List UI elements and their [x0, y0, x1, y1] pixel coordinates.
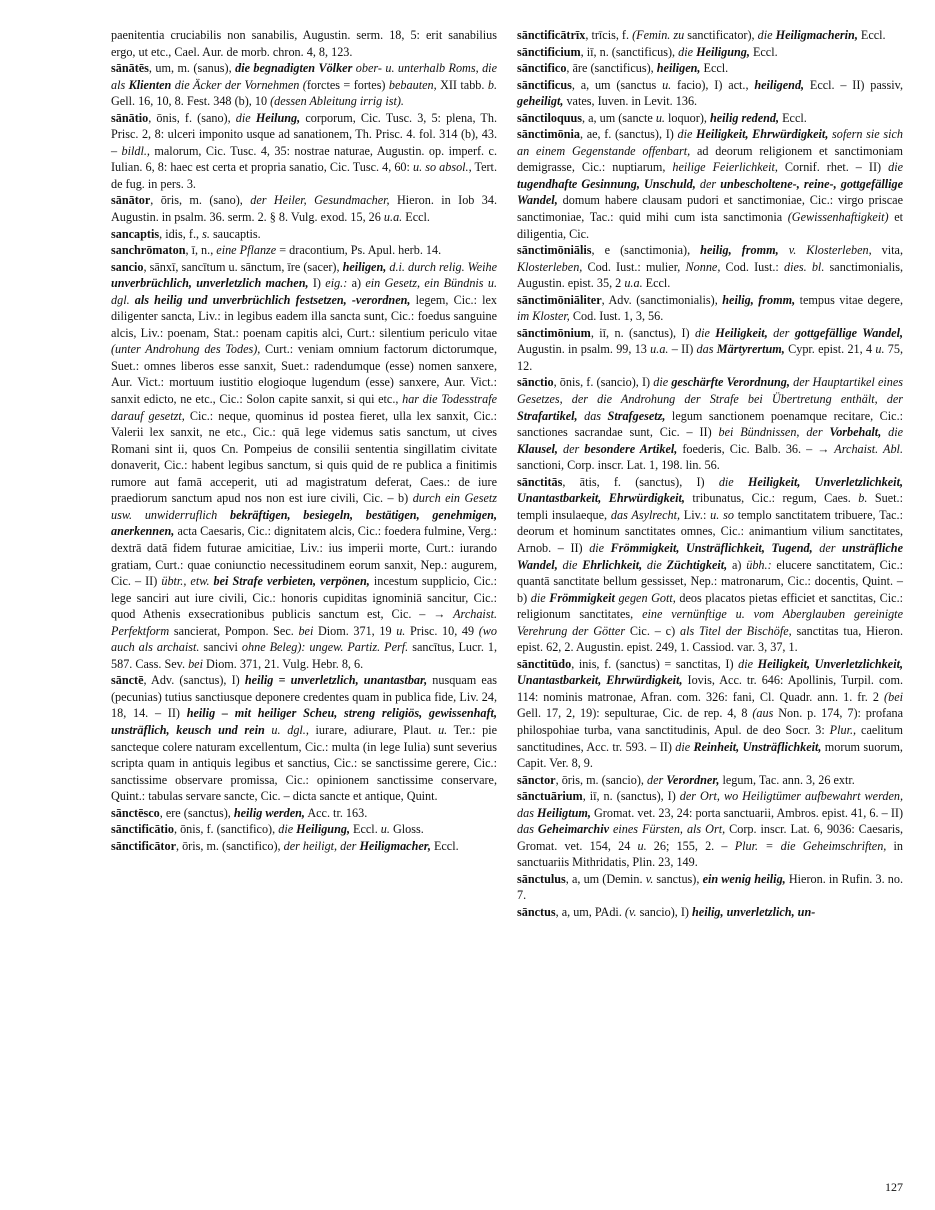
entry-body: , um, m. (sanus), die begnadigten Völker ober- u. unterhalb Roms, die als Klienten die Äcker der Vornehmen (forctes = fortes) bebauten, XII tabb. b. Gell. 16, 10, 8. Fest. 348 (b), 10 (dessen Ableitung irrig ist).	[111, 61, 497, 109]
dictionary-entry	[111, 192, 497, 225]
entry-body: , trīcis, f. (Femin. zu sanctificator), die Heiligmacherin, Eccl.	[585, 28, 886, 42]
dictionary-entry	[517, 77, 903, 110]
entry-headword: sānctitās	[517, 474, 563, 489]
dictionary-entry	[517, 656, 903, 772]
entry-headword: sānctēsco	[111, 805, 160, 820]
entry-headword: sānctulus	[517, 871, 566, 886]
entry-headword: sānātio	[111, 110, 149, 125]
entry-body: , sānxī, sancītum u. sānctum, īre (sacer), heiligen, d.i. durch relig. Weihe unverbrüchlich, unverletzlich machen, I) eig.: a) ein Gesetz, ein Bündnis u. dgl. als heilig und unverbrüchlich festsetzen, -verordnen, legem, Cic.: lex diligenter sancta, Liv.: in legibus eadem illa sancta sunt, Cic.: foedus sanguine alcis, Liv.: poenam, Stat.: poenam capitis alci, Curt.: silentium periculo vitae (unter Androhung des Todes), Curt.: veniam omnium factorum dictorumque, Suet.: omnes liberos esse sanxit, Suet.: radendumque (esse) nomen sanxere, Aur. Vict.: mortuum iustitio elogioque lugendum (esse) sanxere, Aur. Vict.: sanxit edicto, ne etc., Cic.: Solon capite sanxit, si qui etc., har die Todesstrafe darauf gesetzt, Cic.: neque, quominus id postea fieret, ulla lex sanxit, Cic.: Valerii lex sanxit, ne etc., Cic.: quā lege videmus satis sanctum, ut cives Romani sint ii, quos Cn. Pompeius de consilii sententia singillatim civitate donaverit, Cic.: habent legibus sanctum, si quis quid de re publica a finitimis rumore aut famā acceperit, uti ad magistratum deferat, Caes.: de iure praediorum sanctum apud nos non est iure civili, Cic. – b) durch ein Gesetz usw. unwiderruflich bekräftigen, besiegeln, bestätigen, genehmigen, anerkennen, acta Caesaris, Cic.: dignitatem alcis, Cic.: foedera fulmine, Verg.: dextrā datā fidem futurae amicitiae, Liv.: ius imperii morte, Curt.: iurando gratiam, Curt.: quae coniunctio necessitudinem eorum sanxit, Nep.: augurem, Cic. – II) übtr., etw. bei Strafe verbieten, verpönen, incestum supplicio, Cic.: lege sanciri aut iure civili, Cic.: honoris cupiditas ignominiā sancitur, Cic.: quod Athenis exsecrationibus publicis sanctum est, Cic. – → Archaist. Perfektform sancierat, Pompon. Sec. bei Diom. 371, 19 u. Prisc. 10, 49 (wo auch als archaist. sancivi ohne Beleg): ungew. Partiz. Perf. sancītus, Lucr. 1, 587. Cass. Sev. bei Diom. 371, 21. Vulg. Hebr. 8, 6.	[111, 259, 498, 671]
entry-body: , ātis, f. (sanctus), I) die Heiligkeit, Unverletzlichkeit, Unantastbarkeit, Ehrwürdigkeit, tribunatus, Cic.: regum, Caes. b. Suet.: templi insulaeque, das Asylrecht, Liv.: u. so templo sanctitatem tribuere, Tac.: deorum et hominum sanctitates omnes, Cic.: animantium vilium sanctitates, Arnob. – II) die Frömmigkeit, Unsträflichkeit, Tugend, der unsträfliche Wandel, die Ehrlichkeit, die Züchtigkeit, a) übh.: elucere sanctitatem, Cic.: quantā sanctitate bellum gessisset, Nep.: matronarum, Cic.: docentis, Quint. – b) die Frömmigkeit gegen Gott, deos placatos pietas efficiet et sanctitas, Cic.: religionum sanctitates, eine vernünftige u. vom Aberglauben gereinigte Verehrung der Götter Cic. – c) als Titel der Bischöfe, sanctitas tua, Hieron. epist. 62, 2. Augustin. epist. 249, 1. Cassiod. var. 3, 37, 1.	[517, 474, 904, 655]
dictionary-entry	[517, 374, 903, 473]
entry-headword: sancaptis	[111, 226, 160, 241]
right-column	[517, 27, 903, 921]
entry-body: , āre (sanctificus), heiligen, Eccl.	[566, 61, 729, 76]
dictionary-entry	[111, 110, 497, 193]
entry-body: , ōnis, f. (sano), die Heilung, corporum, Cic. Tusc. 3, 5: plena, Th. Prisc. 2, 8: ulceri imponito usque ad sanationem, Th. Prisc. 4. fol. 314 (b), 43. – bildl., malorum, Cic. Tusc. 4, 35: nostrae naturae, Augustin. op. imperf. c. Iulian. 6, 8: haec est certa et propria sanatio, Cic. Tusc. 4, 60: u. so absol., Tert. de fug. in pers. 3.	[111, 110, 498, 191]
dictionary-entry	[517, 292, 903, 325]
entry-headword: sānctus	[517, 904, 556, 919]
dictionary-entry	[111, 226, 497, 243]
entry-body: , ōris, m. (sano), der Heiler, Gesundmacher, Hieron. in Iob 34. Augustin. in psalm. 36. serm. 2. § 8. Vulg. exod. 15, 26 u.a. Eccl.	[111, 193, 498, 225]
entry-body: , ōris, m. (sancio), der Verordner, legum, Tac. ann. 3, 26 extr.	[555, 772, 855, 787]
entry-body: , ae, f. (sanctus), I) die Heiligkeit, Ehrwürdigkeit, sofern sie sich an einem Gegenstande offenbart, ad deorum religionem et sanctimoniam demigrasse, Cic.: nuptiarum, heilige Feierlichkeit, Cornif. rhet. – II) die tugendhafte Gesinnung, Unschuld, der unbescholtene-, reine-, gottgefällige Wandel, domum habere clausam pudori et sanctimoniae, Cic.: virgo priscae sanctimoniae, Tac.: quid mihi cum ista sanctimonia (Gewissenhaftigkeit) et diligentia, Cic.	[517, 127, 904, 241]
left-column	[111, 27, 497, 854]
entry-body: , inis, f. (sanctus) = sanctitas, I) die Heiligkeit, Unverletzlichkeit, Unantastbarkeit, Ehrwürdigkeit, Iovis, Acc. tr. 646: Apollinis, Turpil. com. 114: nominis matronae, Afran. com. 326: fani, Cl. Quadr. ann. 1. fr. 2 (bei Gell. 17, 2, 19): sepulturae, Cic. de rep. 4, 8 (aus Non. p. 174, 7): profana philospohiae turba, vana sanctitudinis, Apul. de deo Socr. 3: Plur., caelitum sanctitudines, Acc. tr. 593. – II) die Reinheit, Unsträflichkeit, morum suorum, Capit. Ver. 8, 9.	[517, 656, 904, 771]
entry-body: , ōris, m. (sanctifico), der heiligt, der Heiligmacher, Eccl.	[175, 838, 459, 853]
entry-body: , a, um (sancte u. loquor), heilig redend, Eccl.	[582, 110, 807, 125]
entry-body: , Adv. (sanctus), I) heilig = unverletzlich, unantastbar, nusquam eas (pecunias) tutius sanctiusque deponere credentes quam in publica fide, Liv. 24, 18, 14. – II) heilig – mit heiliger Scheu, streng religiös, gewissenhaft, unsträflich, keusch und rein u. dgl., iurare, adiurare, Plaut. u. Ter.: pie sancteque colere naturam excellentum, Cic.: multa (in lege Iulia) sunt severius scripta quam in antiquis legibus et sanctius, Cic.: se sanctissime gerere, Cic.: sanctissime observare promissa, Cic.: opinionem sanctissime conservare, Quint.: tabulas servare sancte, Cic. – dicta sancte et antique, Quint.	[111, 673, 498, 804]
entry-headword: sānctiloquus	[517, 110, 583, 125]
dictionary-entry	[111, 672, 497, 804]
dictionary-entry	[517, 772, 903, 789]
entry-headword: sānctificium	[517, 44, 581, 59]
dictionary-entry	[517, 110, 903, 127]
dictionary-entry	[517, 126, 903, 242]
dictionary-entry	[517, 788, 903, 871]
entry-headword: sānātor	[111, 193, 151, 208]
entry-headword: sānctificātio	[111, 822, 174, 837]
entry-body: , idis, f., s. saucaptis.	[159, 226, 261, 241]
entry-headword: sānctē	[111, 673, 144, 688]
entry-headword: sānctor	[517, 772, 556, 787]
entry-body: , a, um, PAdi. (v. sancio), I) heilig, unverletzlich, un-	[555, 904, 816, 919]
entry-headword: sānctio	[517, 375, 554, 390]
dictionary-entry	[517, 242, 903, 292]
dictionary-entry	[111, 259, 497, 673]
entry-body: , a, um (sanctus u. facio), I) act., heiligend, Eccl. – II) passiv, geheiligt, vates, Iuven. in Levit. 136.	[517, 77, 903, 109]
entry-body: , a, um (Demin. v. sanctus), ein wenig heilig, Hieron. in Rufin. 3. no. 7.	[517, 871, 903, 903]
dictionary-entry	[111, 60, 497, 110]
dictionary-entry	[111, 821, 497, 838]
dictionary-entry	[111, 242, 497, 259]
dictionary-entry	[111, 805, 497, 822]
entry-headword: sānctimōnia	[517, 127, 580, 142]
entry-body: , ōnis, f. (sanctifico), die Heiligung, Eccl. u. Gloss.	[173, 822, 424, 837]
dictionary-entry	[111, 838, 497, 855]
entry-body: paenitentia cruciabilis non sanabilis, Augustin. serm. 18, 5: erit sanabilius ergo, ut etc., Cael. Aur. de morb. chron. 4, 8, 123.	[111, 28, 497, 59]
entry-body: , iī, n. (sanctus), I) die Heiligkeit, der gottgefällige Wandel, Augustin. in psalm. 99, 13 u.a. – II) das Märtyrertum, Cypr. epist. 21, 4 u. 75, 12.	[517, 325, 904, 373]
entry-headword: sānctifico	[517, 61, 567, 76]
dictionary-entry	[517, 871, 903, 904]
entry-headword: sānctimōnium	[517, 325, 591, 340]
entry-headword: sanchrōmaton	[111, 243, 186, 258]
entry-headword: sānctuārium	[517, 789, 583, 804]
entry-headword: sānctificātor	[111, 838, 176, 853]
entry-headword: sancio	[111, 259, 144, 274]
entry-headword: sānctificātrīx	[517, 28, 586, 42]
dictionary-entry	[517, 60, 903, 77]
page-number: 127	[885, 1180, 903, 1194]
dictionary-entry	[517, 325, 903, 375]
entry-body: , Adv. (sanctimonialis), heilig, fromm, tempus vitae degere, im Kloster, Cod. Iust. 1, 3, 56.	[517, 292, 903, 324]
entry-headword: sānctimōniālis	[517, 243, 592, 258]
entry-headword: sānctitūdo	[517, 656, 572, 671]
entry-body: , iī, n. (sanctus), I) der Ort, wo Heiligtümer aufbewahrt werden, das Heiligtum, Gromat. vet. 23, 24: porta sanctuarii, Ambros. epist. 41, 6. – II) das Geheimarchiv eines Fürsten, als Ort, Corp. inscr. Lat. 6, 9036: Caesaris, Gromat. vet. 154, 24 u. 26; 155, 2. – Plur. = die Geheimschriften, in sanctuariis Mithridatis, Plin. 23, 149.	[517, 789, 904, 870]
dictionary-entry	[111, 27, 497, 60]
entry-headword: sānctimōniāliter	[517, 292, 602, 307]
entry-body: , ere (sanctus), heilig werden, Acc. tr. 163.	[159, 805, 368, 820]
entry-headword: sānctificus	[517, 77, 572, 92]
dictionary-entry	[517, 27, 903, 44]
entry-body: , ōnis, f. (sancio), I) die geschärfte Verordnung, der Hauptartikel eines Gesetzes, der die Androhung der Strafe bei Übertretung enthält, der Strafartikel, das Strafgesetz, legum sanctionem poenamque recitare, Cic.: sanctiones sacrandae sunt, Cic. – II) bei Bündnissen, der Vorbehalt, die Klausel, der besondere Artikel, foederis, Cic. Balb. 36. – → Archaist. Abl. sanctioni, Corp. inscr. Lat. 1, 198. lin. 56.	[517, 375, 904, 473]
entry-body: , ī, n., eine Pflanze = dracontium, Ps. Apul. herb. 14.	[185, 243, 442, 258]
dictionary-entry	[517, 904, 903, 921]
entry-headword: sānātēs	[111, 61, 149, 76]
entry-body: , e (sanctimonia), heilig, fromm, v. Klosterleben, vita, Klosterleben, Cod. Iust.: mulier, Nonne, Cod. Iust.: dies. bl. sanctimonialis, Augustin. epist. 35, 2 u.a. Eccl.	[517, 243, 904, 291]
entry-body: , iī, n. (sanctificus), die Heiligung, Eccl.	[580, 44, 778, 59]
dictionary-entry	[517, 474, 903, 656]
dictionary-entry	[517, 44, 903, 61]
